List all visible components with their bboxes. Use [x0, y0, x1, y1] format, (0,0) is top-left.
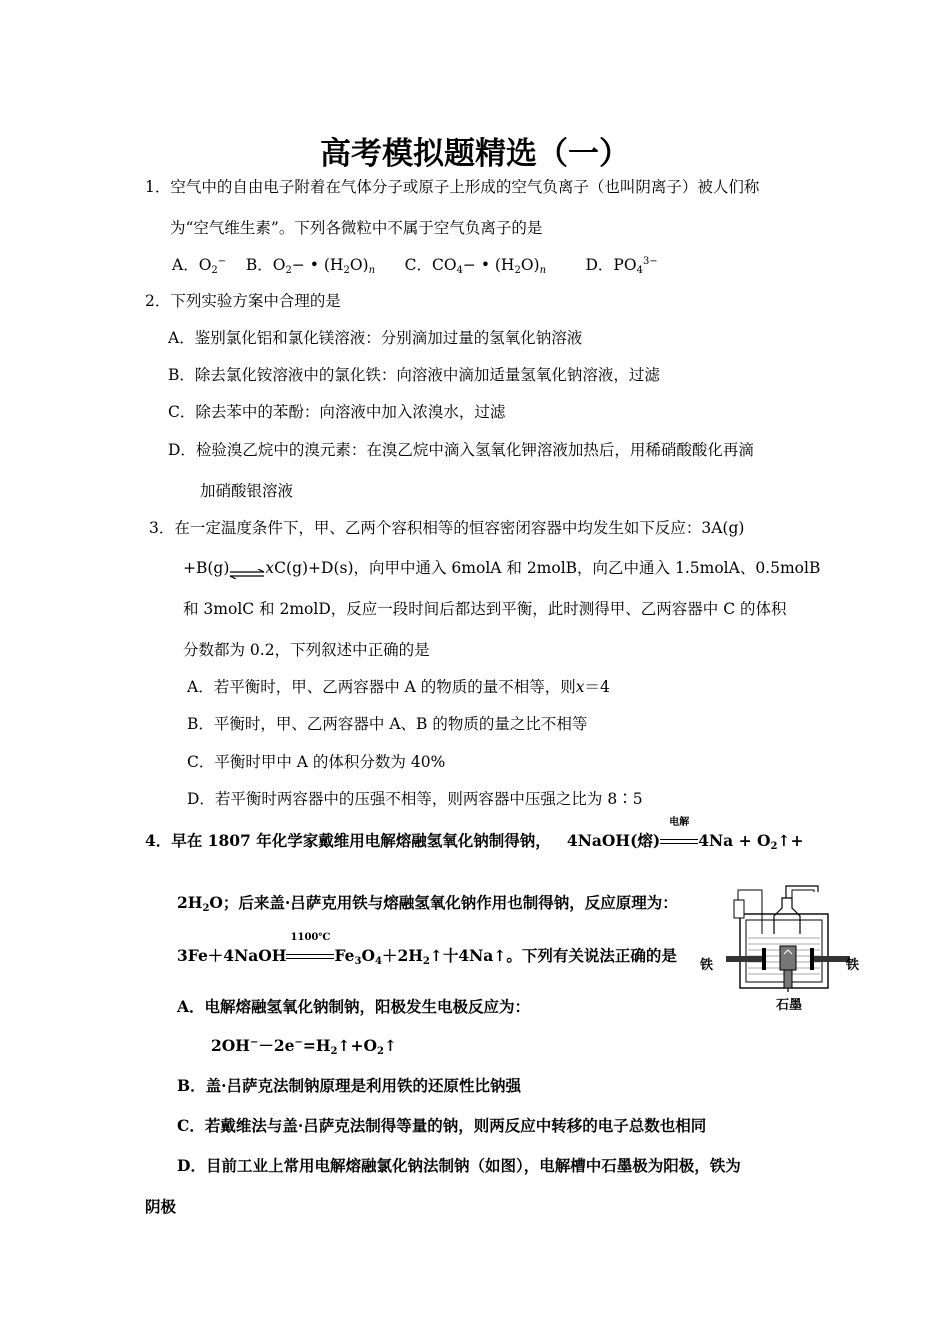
- q4-stem-line2: $2H_2O$；后来盖·吕萨克用铁与熔融氢氧化钠作用也制得钠，反应原理为：: [177, 893, 678, 914]
- fig-label-iron-right: 铁: [846, 958, 860, 973]
- q4-option-d-line1: D．目前工业上常用电解熔融氯化钠法制钠（如图），电解槽中石墨极为阳极，铁为: [177, 1156, 741, 1175]
- q2-option-a: A．鉴别氯化铝和氯化镁溶液：分别滴加过量的氢氧化钠溶液: [168, 329, 583, 347]
- q1-stem-line2: 为“空气维生素”。下列各微粒中不属于空气负离子的是: [170, 219, 543, 237]
- q4-option-c: C．若戴维法与盖·吕萨克法制得等量的钠，则两反应中转移的电子总数也相同: [177, 1116, 707, 1135]
- q4-option-b: B．盖·吕萨克法制钠原理是利用铁的还原性比钠强: [177, 1076, 521, 1095]
- electrolysis-condition: 电解: [660, 831, 698, 851]
- q4-stem-line3: 3Fe＋4NaOH 1100℃ $Fe_3O_4+2H_2↑$十4Na↑。下列有关说法正确的是: [177, 932, 677, 967]
- q1-stem-line1: 1．空气中的自由电子附着在气体分子或原子上形成的空气负离子（也叫阴离子）被人们称: [145, 178, 760, 196]
- q4-option-d-line2: 阴极: [145, 1197, 177, 1216]
- fig-label-graphite: 石墨: [776, 998, 803, 1013]
- q1-option-c: C．$CO_4-$ • $(H_2O)_n$: [404, 256, 547, 276]
- q3-option-b: B．平衡时，甲、乙两容器中 A、B 的物质的量之比不相等: [187, 715, 588, 733]
- q1-option-d: D．$PO_4^{3-}$: [585, 256, 658, 276]
- q1-option-a: A．$O_2^-$: [172, 256, 227, 276]
- q3-stem-line4: 分数都为 0.2，下列叙述中正确的是: [183, 641, 430, 659]
- electrolysis-cell-figure: [700, 880, 860, 1020]
- q3-option-d: D．若平衡时两容器中的压强不相等，则两容器中压强之比为 8∶5: [187, 790, 643, 808]
- q1-options: [172, 255, 658, 275]
- q3-option-c: C．平衡时甲中 A 的体积分数为 40%: [187, 753, 446, 771]
- electrolysis-cell-diagram: [718, 880, 858, 992]
- q3-stem-line3: 和 3molC 和 2molD，反应一段时间后都达到平衡，此时测得甲、乙两容器中 C 的体积: [183, 600, 787, 618]
- fig-label-iron-left: 铁: [700, 958, 714, 973]
- q3-stem-line2: +B(g) xC(g)+D(s)，向甲中通入 6molA 和 2molB，向乙中通入 1.5molA、0.5molB: [183, 559, 821, 577]
- reversible-arrow-icon: [229, 564, 265, 574]
- q3-stem-line1: 3．在一定温度条件下，甲、乙两个容积相等的恒容密闭容器中均发生如下反应：3A(g): [149, 519, 745, 537]
- q4-option-a-line2: $2OH^--2e^-=H_2↑+O_2↑$: [211, 1036, 397, 1057]
- page-title: 高考模拟题精选（一）: [320, 136, 630, 172]
- q2-option-b: B．除去氯化铵溶液中的氯化铁：向溶液中滴加适量氢氧化钠溶液，过滤: [168, 366, 660, 384]
- q2-option-d-line1: D．检验溴乙烷中的溴元素：在溴乙烷中滴入氢氧化钾溶液加热后，用稀硝酸酸化再滴: [168, 441, 754, 459]
- q4-stem-line1: 4．早在 1807 年化学家戴维用电解熔融氢氧化钠制得钠， 4NaOH(熔) 电解 $4Na + O_2↑+$: [145, 817, 804, 852]
- q1-option-b: B．$O_2-$ • $(H_2O)_n$: [245, 256, 376, 276]
- q2-option-c: C．除去苯中的苯酚：向溶液中加入浓溴水，过滤: [168, 403, 506, 421]
- q4-option-a-line1: A．电解熔融氢氧化钠制钠，阳极发生电极反应为：: [177, 997, 531, 1016]
- q3-option-a: A．若平衡时，甲、乙两容器中 A 的物质的量不相等，则x＝4: [187, 678, 610, 696]
- q2-option-d-line2: 加硝酸银溶液: [200, 482, 294, 500]
- temperature-condition: 1100℃: [286, 946, 334, 966]
- q2-stem: 2．下列实验方案中合理的是: [145, 292, 341, 310]
